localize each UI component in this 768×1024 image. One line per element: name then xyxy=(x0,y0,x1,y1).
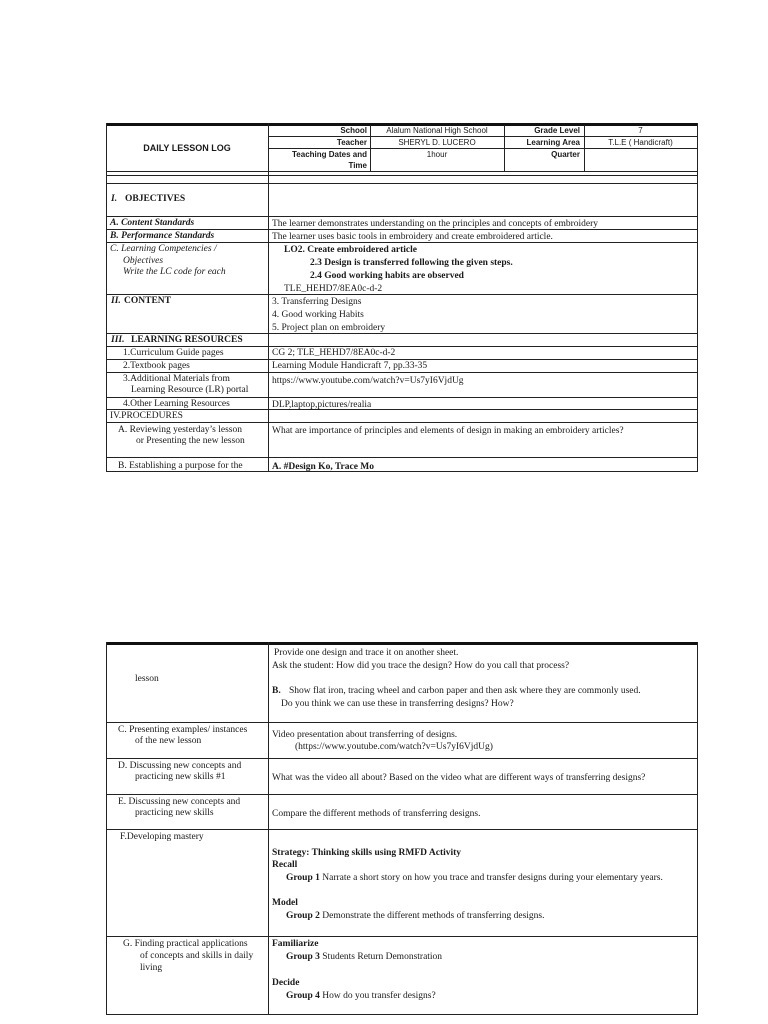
procedure-f-recall: Recall xyxy=(272,860,298,870)
teaching-dates-label: Teaching Dates and xyxy=(292,150,367,159)
curriculum-guide-value: CG 2; TLE_HEHD7/8EA0c-d-2 xyxy=(272,348,396,358)
procedure-e-value: Compare the different methods of transferring designs. xyxy=(272,809,481,819)
document-title: DAILY LESSON LOG xyxy=(143,143,231,153)
procedure-c-value: Video presentation about transferring of designs. xyxy=(272,730,458,740)
objectives-number: I. xyxy=(111,194,118,204)
teacher-value: SHERYL D. LUCERO xyxy=(398,138,476,147)
content-standards-label: A. Content Standards xyxy=(110,218,195,228)
procedure-b-line: Show flat iron, tracing wheel and carbon paper and then ask where they are commonly used. xyxy=(289,686,641,696)
procedure-b-label-cont: lesson xyxy=(135,674,159,684)
learning-area-label: Learning Area xyxy=(526,138,580,147)
procedure-a-value: What are importance of principles and elements of design in making an embroidery articles? xyxy=(272,426,624,436)
grade-level-value: 7 xyxy=(638,126,643,135)
procedure-d-label: D. Discussing new concepts and xyxy=(118,761,242,771)
procedure-d-value: What was the video all about? Based on the video what are different ways of transferring designs? xyxy=(272,773,646,783)
group-4-label: Group 4 xyxy=(286,991,320,1001)
procedure-c-link[interactable]: (https://www.youtube.com/watch?v=Us7yI6VjdUg) xyxy=(295,742,493,752)
procedure-f-model: Model xyxy=(272,898,298,908)
procedure-c-label: C. Presenting examples/ instances xyxy=(118,725,248,735)
teacher-label: Teacher xyxy=(336,138,367,147)
curriculum-guide-label: 1.Curriculum Guide pages xyxy=(123,348,224,358)
textbook-pages-value: Learning Module Handicraft 7, pp.33-35 xyxy=(272,361,428,371)
content-item: 4. Good working Habits xyxy=(272,310,364,320)
teaching-dates-value: 1hour xyxy=(426,150,448,159)
procedure-b-line: Ask the student: How did you trace the design? How do you call that process? xyxy=(272,661,570,671)
procedure-f-strategy: Strategy: Thinking skills using RMFD Activity xyxy=(272,848,462,858)
procedure-c-label-2: of the new lesson xyxy=(135,736,202,746)
procedure-d-label-2: practicing new skills #1 xyxy=(135,772,226,782)
resources-number: III. xyxy=(111,335,125,345)
content-item: 5. Project plan on embroidery xyxy=(272,323,386,333)
other-resources-label: 4.Other Learning Resources xyxy=(123,399,230,409)
group-1-text: Narrate a short story on how you trace and transfer designs during your elementary years. xyxy=(322,873,663,883)
competencies-label-objectives: Objectives xyxy=(123,256,164,266)
learning-area-value: T.L.E ( Handicraft) xyxy=(608,138,673,147)
performance-standards-value: The learner uses basic tools in embroidery and create embroidered article. xyxy=(272,232,553,242)
additional-materials-link[interactable]: https://www.youtube.com/watch?v=Us7yI6VjdUg xyxy=(272,376,464,386)
other-resources-value: DLP,laptop,pictures/realia xyxy=(272,400,372,410)
procedure-f-label: F.Developing mastery xyxy=(120,832,204,842)
procedure-f-group-2 xyxy=(286,910,545,922)
content-number: II. xyxy=(111,296,121,306)
textbook-pages-label: 2.Textbook pages xyxy=(123,361,190,371)
procedure-f-group-1 xyxy=(286,872,663,884)
competency-code: TLE_HEHD7/8EA0c-d-2 xyxy=(284,284,383,294)
grade-level-label: Grade Level xyxy=(534,126,580,135)
content-item: 3. Transferring Designs xyxy=(272,297,362,307)
group-3-text: Students Return Demonstration xyxy=(322,952,443,962)
content-heading: CONTENT xyxy=(124,296,171,306)
procedure-g-decide: Decide xyxy=(272,978,300,988)
procedure-b-label: B. Establishing a purpose for the xyxy=(118,461,243,471)
group-3-label: Group 3 xyxy=(286,952,320,962)
procedure-b-marker: B. xyxy=(272,686,281,696)
procedure-g-label-2: of concepts and skills in daily xyxy=(140,951,254,961)
procedure-g-group-4 xyxy=(286,990,436,1002)
group-2-text: Demonstrate the different methods of transferring designs. xyxy=(322,911,545,921)
procedure-e-label-2: practicing new skills xyxy=(135,808,214,818)
procedure-g-label-3: living xyxy=(140,963,163,973)
teaching-time-label: Time xyxy=(348,161,367,170)
procedure-g-label: G. Finding practical applications xyxy=(123,939,248,949)
resources-heading: LEARNING RESOURCES xyxy=(131,335,243,345)
procedure-e-label: E. Discussing new concepts and xyxy=(118,797,241,807)
group-2-label: Group 2 xyxy=(286,911,320,921)
performance-standards-label: B. Performance Standards xyxy=(110,231,215,241)
competency-2-4: 2.4 Good working habits are observed xyxy=(310,271,464,281)
procedure-a-label-2: or Presenting the new lesson xyxy=(136,436,245,446)
content-standards-value: The learner demonstrates understanding on the principles and concepts of embroidery xyxy=(272,219,599,229)
procedures-heading: IV.PROCEDURES xyxy=(110,411,183,421)
procedure-b-line: Do you think we can use these in transferring designs? How? xyxy=(281,699,514,709)
school-label: School xyxy=(340,126,367,135)
procedure-b-activity-title: A. #Design Ko, Trace Mo xyxy=(272,462,375,472)
objectives-heading: OBJECTIVES xyxy=(125,194,186,204)
quarter-label: Quarter xyxy=(551,150,580,159)
procedure-a-label: A. Reviewing yesterday’s lesson xyxy=(118,425,243,435)
learning-outcome: LO2. Create embroidered article xyxy=(284,245,417,255)
group-4-text: How do you transfer designs? xyxy=(322,991,436,1001)
additional-materials-label-2: Learning Resource (LR) portal xyxy=(131,385,249,395)
procedure-g-familiarize: Familiarize xyxy=(272,939,319,949)
additional-materials-label: 3.Additional Materials from xyxy=(123,374,230,384)
competencies-label-instruction: Write the LC code for each xyxy=(123,267,226,277)
procedure-b-line: Provide one design and trace it on another sheet. xyxy=(274,648,459,658)
school-value: Alalum National High School xyxy=(386,126,488,135)
competency-2-3: 2.3 Design is transferred following the given steps. xyxy=(310,258,513,268)
group-1-label: Group 1 xyxy=(286,873,320,883)
competencies-label: C. Learning Competencies / xyxy=(110,244,217,254)
procedure-g-group-3 xyxy=(286,951,442,963)
